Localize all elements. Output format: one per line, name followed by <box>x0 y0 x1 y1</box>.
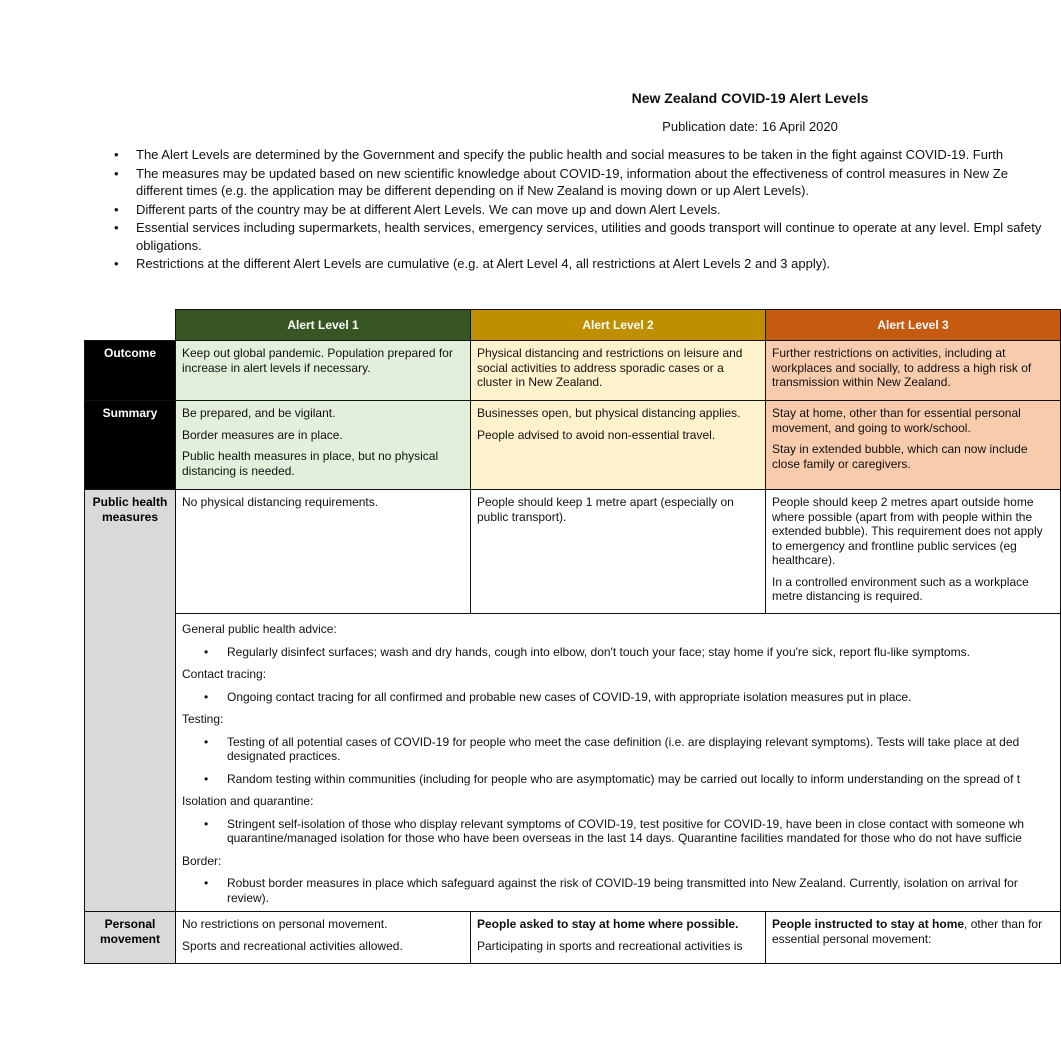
summary-text: Businesses open, but physical distancing applies. <box>477 406 741 420</box>
table-row-summary <box>85 401 1061 490</box>
intro-item: • The Alert Levels are determined by the Government and specify the public health and social measures to be taken in the fight against COVID-19. Furth <box>114 146 1054 164</box>
table-row-personal-movement <box>85 912 1061 964</box>
header-row <box>85 310 1061 341</box>
row-label-outcome: Outcome <box>85 341 176 401</box>
public-health-level-3 <box>766 490 1061 614</box>
cell-text: People should keep 2 metres apart outside home where possible (apart from with people within the extended bubble). This requirement does not apply to emergency and frontline public services (eg healthcare). <box>772 495 1043 567</box>
cell-text: In a controlled environment such as a workplace metre distancing is required. <box>772 574 1029 603</box>
bullet-item: • Robust border measures in place which safeguard against the risk of COVID-19 being transmitted into New Zealand. Currently, isolation on arrival for review). <box>182 876 1054 905</box>
section-heading: Border: <box>182 853 222 868</box>
bullet-item: • Testing of all potential cases of COVID-19 for people who meet the case definition (i.e. are displaying relevant symptoms). Tests will take place at ded designated practices. <box>182 735 1054 764</box>
bullet-item: • Ongoing contact tracing for all confirmed and probable new cases of COVID-19, with appropriate isolation measures put in place. <box>182 690 1054 705</box>
intro-list <box>114 146 1054 274</box>
section-heading: General public health advice: <box>182 622 337 636</box>
summary-text: Be prepared, and be vigilant. <box>182 406 336 420</box>
bullet-item: • Stringent self-isolation of those who display relevant symptoms of COVID-19, test positive for COVID-19, have been in close contact with someone wh quarantine/managed isolation for those who have been overseas in the last 14 days. Quarantine facilities mandated for those who do not have sufficie <box>182 817 1054 846</box>
cell-bold-text: People instructed to stay at home <box>772 917 965 931</box>
table-row-outcome <box>85 341 1061 401</box>
section-heading: Testing: <box>182 712 224 726</box>
row-label-summary: Summary <box>85 401 176 490</box>
general-advice-cell <box>176 614 1061 912</box>
row-label-personal-movement: Personal movement <box>85 912 176 964</box>
corner-cell <box>85 310 176 341</box>
row-label-public-health: Public health measures <box>85 490 176 912</box>
cell-text: No physical distancing requirements. <box>182 495 379 509</box>
summary-text: Stay at home, other than for essential personal movement, and going to work/school. <box>772 406 1021 435</box>
intro-item: • The measures may be updated based on new scientific knowledge about COVID-19, information about the effectiveness of control measures in New Ze different times (e.g. the application may be different depending on if New Zealand is moving down or up Alert Levels). <box>114 165 1054 200</box>
cell-text: Sports and recreational activities allowed. <box>182 938 403 953</box>
personal-movement-level-2 <box>471 912 766 964</box>
cell-text: , other than for essential personal movement: <box>772 917 1043 946</box>
outcome-level-3: Further restrictions on activities, including at workplaces and socially, to address a high risk of transmission within New Zealand. <box>766 341 1061 401</box>
summary-level-1 <box>176 401 471 490</box>
outcome-level-2: Physical distancing and restrictions on leisure and social activities to address sporadic cases or a cluster in New Zealand. <box>471 341 766 401</box>
publication-date: Publication date: 16 April 2020 <box>662 119 838 134</box>
alert-levels-table <box>84 309 1061 964</box>
header-alert-level-2: Alert Level 2 <box>471 310 766 341</box>
summary-text: Border measures are in place. <box>182 427 343 442</box>
bullet-item: • Regularly disinfect surfaces; wash and dry hands, cough into elbow, don't touch your face; stay home if you're sick, report flu-like symptoms. <box>182 645 1054 660</box>
cell-text: People should keep 1 metre apart (especially on public transport). <box>477 495 734 524</box>
summary-text: People advised to avoid non-essential travel. <box>477 427 716 442</box>
intro-item: • Restrictions at the different Alert Levels are cumulative (e.g. at Alert Level 4, all restrictions at Alert Levels 2 and 3 apply). <box>114 255 1054 273</box>
section-heading: Contact tracing: <box>182 667 267 681</box>
public-health-level-2 <box>471 490 766 614</box>
summary-text: Stay in extended bubble, which can now include close family or caregivers. <box>772 442 1028 471</box>
table-row-general-advice <box>85 614 1061 912</box>
intro-item: • Essential services including supermarkets, health services, emergency services, utilities and goods transport will continue to operate at any level. Empl safety obligations. <box>114 219 1054 254</box>
cell-text: Participating in sports and recreational activities is <box>477 938 743 953</box>
document-title: New Zealand COVID-19 Alert Levels <box>631 90 869 106</box>
summary-level-3 <box>766 401 1061 490</box>
table-row-public-health <box>85 490 1061 614</box>
cell-text: No restrictions on personal movement. <box>182 917 388 931</box>
public-health-level-1 <box>176 490 471 614</box>
intro-item: • Different parts of the country may be at different Alert Levels. We can move up and down Alert Levels. <box>114 201 1054 219</box>
cell-bold-text: People asked to stay at home where possible. <box>477 917 739 931</box>
header-alert-level-1: Alert Level 1 <box>176 310 471 341</box>
personal-movement-level-1 <box>176 912 471 964</box>
bullet-item: • Random testing within communities (including for people who are asymptomatic) may be carried out locally to inform understanding on the spread of t <box>182 772 1054 787</box>
section-heading: Isolation and quarantine: <box>182 794 314 808</box>
summary-level-2 <box>471 401 766 490</box>
header-alert-level-3: Alert Level 3 <box>766 310 1061 341</box>
summary-text: Public health measures in place, but no physical distancing is needed. <box>182 449 439 478</box>
personal-movement-level-3 <box>766 912 1061 964</box>
outcome-level-1: Keep out global pandemic. Population prepared for increase in alert levels if necessary. <box>176 341 471 401</box>
